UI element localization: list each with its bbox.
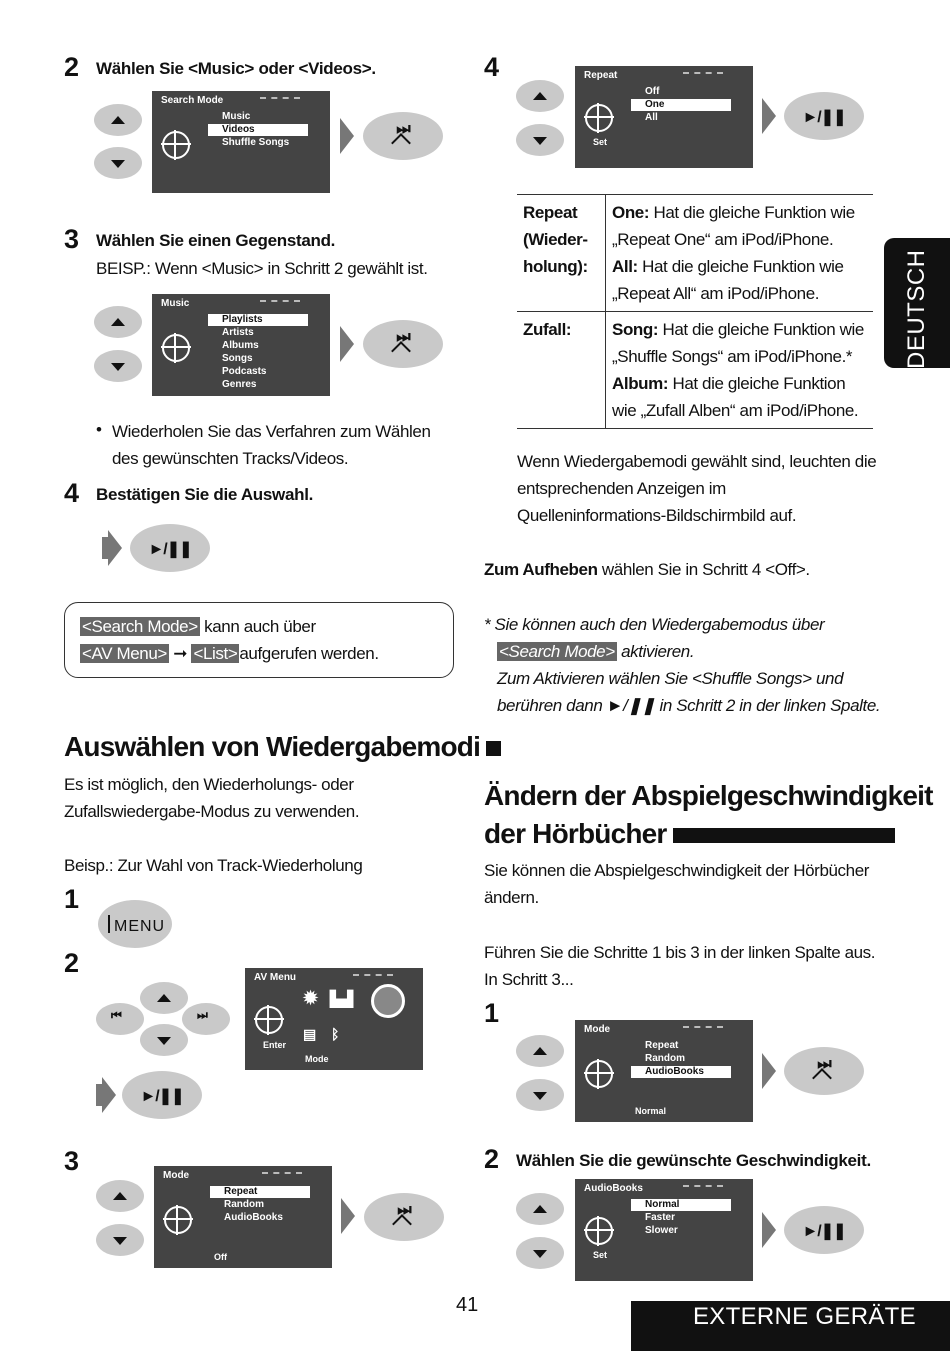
table-cell: One: Hat die gleiche Funktion wie „Repeat One“ am iPod/iPhone. All: Hat die gleiche Funktion wie „Repeat All“ am iPod/iPhone.: [612, 203, 855, 303]
table-cell: Song: Hat die gleiche Funktion wie „Shuffle Songs“ am iPod/iPhone.* Album: Hat die gleiche Funktion wie „Zufall Alben“ am iPod/iPhone.: [612, 320, 864, 420]
list-item: Shuffle Songs: [222, 137, 290, 148]
arrow-icon: [341, 1198, 355, 1234]
page-number: 41: [456, 1294, 479, 1316]
step-number: 2: [64, 52, 80, 82]
step-title: Wählen Sie einen Gegenstand.: [96, 231, 336, 250]
play-pause-button-icon: ►/❚❚: [122, 1071, 202, 1119]
next-button-icon: ⏭: [784, 1047, 864, 1095]
step-number: 1: [484, 998, 500, 1028]
step-number: 2: [64, 948, 80, 978]
up-button-icon: [96, 1180, 144, 1212]
down-button-icon: [94, 147, 142, 179]
down-button-icon: [140, 1024, 188, 1056]
set-label: Set: [593, 1250, 608, 1260]
section-text: Es ist möglich, den Wiederholungs- oder Zufallswiedergabe-Modus zu verwenden.: [64, 775, 360, 821]
signal-icon: [353, 974, 393, 978]
note-text: kann auch über: [204, 617, 316, 636]
dial-icon: [585, 104, 613, 132]
table-row: [517, 312, 873, 429]
next-button-icon: ⏭: [363, 112, 443, 160]
next-small-button-icon: ⏭: [182, 1003, 230, 1035]
music-screen: [152, 294, 330, 396]
play-pause-button-icon: ►/❚❚: [784, 1206, 864, 1254]
footnote: <Search Mode> aktivieren.: [499, 642, 695, 661]
equalizer-icon: ▙▟: [330, 991, 354, 1008]
mode-value: Off: [214, 1252, 227, 1262]
signal-icon: [683, 1026, 723, 1030]
up-button-icon: [516, 1193, 564, 1225]
up-button-icon: [516, 80, 564, 112]
steps-text: Führen Sie die Schritte 1 bis 3 in der linken Spalte aus.: [484, 943, 876, 962]
mode-screen: [154, 1166, 332, 1268]
example-text: BEISP.: Wenn <Music> in Schritt 2 gewählt ist.: [96, 259, 428, 278]
example-text: Beisp.: Zur Wahl von Track-Wiederholung: [64, 856, 363, 875]
footnote: berühren dann ►/❚❚ in Schritt 2 in der linken Spalte.: [497, 696, 881, 715]
arrow-icon: [108, 530, 122, 566]
dial-icon: [162, 131, 190, 159]
list-item: All: [645, 112, 658, 123]
set-label: Set: [593, 137, 608, 147]
list-icon: ▤: [303, 1026, 317, 1042]
section-heading: der Hörbücher: [484, 815, 895, 853]
arrow-icon: [762, 1212, 776, 1248]
list-item: Random: [224, 1199, 264, 1210]
screen-title: Repeat: [584, 70, 618, 81]
language-tab: DEUTSCH: [884, 238, 950, 368]
step-number: 1: [64, 884, 80, 914]
list-item-selected: AudioBooks: [631, 1066, 731, 1078]
list-item: Random: [645, 1053, 685, 1064]
footer-section-label: EXTERNE GERÄTE: [631, 1301, 950, 1351]
dial-icon: [585, 1060, 613, 1088]
arrow-right-icon: ➞: [173, 644, 188, 663]
signal-icon: [262, 1172, 302, 1176]
highlight-search-mode: <Search Mode>: [82, 617, 198, 636]
list-item: Repeat: [645, 1040, 679, 1051]
step-number: 3: [64, 1146, 80, 1176]
step-number: 4: [484, 52, 500, 82]
menu-button-icon: MENU: [98, 900, 172, 948]
arrow-icon: [102, 1077, 116, 1113]
play-pause-button-icon: ►/❚❚: [130, 524, 210, 572]
enter-label: Enter: [263, 1040, 287, 1050]
repeat-screen: [575, 66, 753, 168]
av-menu-screen: [245, 968, 423, 1070]
mode-icon: [371, 984, 405, 1018]
dial-icon: [585, 1217, 613, 1245]
screen-title: Search Mode: [161, 95, 224, 106]
dial-icon: [164, 1206, 192, 1234]
gear-icon: ✹: [303, 988, 319, 1008]
next-button-icon: ⏭: [364, 1193, 444, 1241]
arrow-icon: [340, 326, 354, 362]
dial-icon: [162, 334, 190, 362]
mode-screen: [575, 1020, 753, 1122]
list-item: Songs: [222, 353, 253, 364]
list-item: AudioBooks: [224, 1212, 283, 1223]
arrow-icon: [762, 1053, 776, 1089]
paragraph: Wenn Wiedergabemodi gewählt sind, leuchten die entsprechenden Anzeigen im Quelleninformations-Bildschirmbild auf.: [517, 452, 877, 525]
list-item: Albums: [222, 340, 259, 351]
next-button-icon: ⏭: [363, 320, 443, 368]
section-text: Sie können die Abspielgeschwindigkeit der Hörbücher ändern.: [484, 861, 870, 907]
step-title: Bestätigen Sie die Auswahl.: [96, 485, 314, 504]
table-head: Zufall:: [517, 312, 606, 429]
step-number: 3: [64, 224, 80, 254]
bullet-icon: •: [96, 420, 102, 439]
list-item: Slower: [645, 1225, 678, 1236]
bullet-text: Wiederholen Sie das Verfahren zum Wählen des gewünschten Tracks/Videos.: [112, 422, 431, 468]
down-button-icon: [94, 350, 142, 382]
screen-title: AV Menu: [254, 972, 297, 983]
list-item: Music: [222, 111, 251, 122]
up-button-icon: [94, 306, 142, 338]
highlight-list: <List>: [193, 644, 238, 663]
signal-icon: [260, 300, 300, 304]
list-item-selected: Repeat: [210, 1186, 310, 1198]
up-button-icon: [140, 982, 188, 1014]
dial-icon: [255, 1006, 283, 1034]
screen-title: AudioBooks: [584, 1183, 643, 1194]
list-item: Genres: [222, 379, 257, 390]
mode-table: [517, 194, 873, 429]
signal-icon: [683, 72, 723, 76]
down-button-icon: [96, 1224, 144, 1256]
list-item-selected: Videos: [208, 124, 308, 136]
signal-icon: [683, 1185, 723, 1189]
up-button-icon: [516, 1035, 564, 1067]
section-heading: Ändern der Abspielgeschwindigkeit: [484, 780, 933, 811]
audiobooks-screen: [575, 1179, 753, 1281]
signal-icon: [260, 97, 300, 101]
screen-title: Music: [161, 298, 190, 309]
table-row: [517, 195, 873, 312]
list-item-selected: Normal: [631, 1199, 731, 1211]
mode-value: Normal: [635, 1106, 667, 1116]
arrow-icon: [340, 118, 354, 154]
search-mode-screen: [152, 91, 330, 193]
prev-button-icon: ⏮: [96, 1003, 144, 1035]
list-item: Faster: [645, 1212, 676, 1223]
up-button-icon: [94, 104, 142, 136]
bluetooth-icon: ᛒ: [331, 1026, 340, 1042]
list-item: Off: [645, 86, 660, 97]
down-button-icon: [516, 1237, 564, 1269]
mode-label: Mode: [305, 1054, 329, 1064]
note-box: [64, 602, 454, 678]
highlight-av-menu: <AV Menu>: [82, 644, 167, 663]
down-button-icon: [516, 124, 564, 156]
list-item-selected: One: [631, 99, 731, 111]
step-number: 2: [484, 1144, 500, 1174]
section-heading: Auswählen von Wiedergabemodi: [64, 728, 501, 766]
steps-text: In Schritt 3...: [484, 970, 574, 989]
footnote: * Sie können auch den Wiedergabemodus über: [484, 615, 825, 634]
footnote: Zum Aktivieren wählen Sie <Shuffle Songs> und: [497, 669, 844, 688]
screen-title: Mode: [163, 1170, 190, 1181]
screen-title: Mode: [584, 1024, 611, 1035]
note-text: aufgerufen werden.: [239, 644, 379, 663]
step-title: Wählen Sie die gewünschte Geschwindigkeit.: [516, 1151, 871, 1170]
play-pause-button-icon: ►/❚❚: [784, 92, 864, 140]
down-button-icon: [516, 1079, 564, 1111]
list-item: Podcasts: [222, 366, 267, 377]
list-item-selected: Playlists: [208, 314, 308, 326]
table-head: Repeat (Wieder-holung):: [517, 195, 606, 312]
arrow-icon: [762, 98, 776, 134]
step-title: Wählen Sie <Music> oder <Videos>.: [96, 59, 376, 78]
cancel-text: Zum Aufheben wählen Sie in Schritt 4 <Off>.: [484, 560, 810, 579]
step-number: 4: [64, 478, 80, 508]
list-item: Artists: [222, 327, 254, 338]
